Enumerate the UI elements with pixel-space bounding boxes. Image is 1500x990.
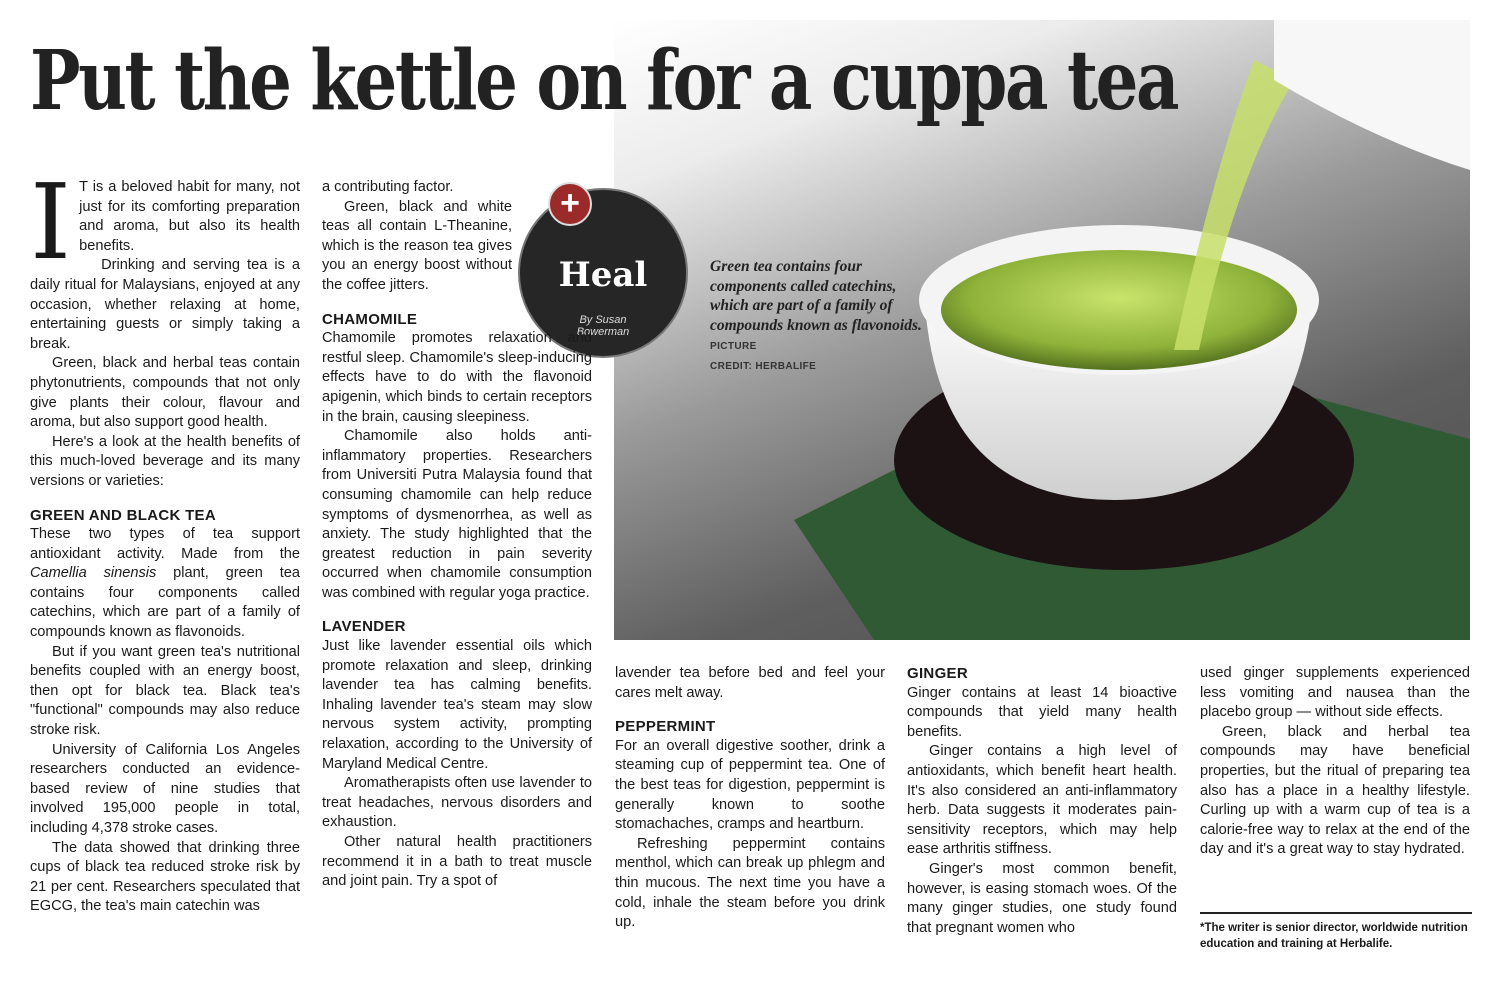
article-column-1 [30,161,300,917]
section-heading: GREEN AND BLACK TEA [30,506,216,524]
paragraph: But if you want green tea's nutritional benefits coupled with an energy boost, then opt for black tea. Black tea's "functional" compounds may also reduce stroke risk. [30,643,300,739]
article-column-5 [1200,664,1470,860]
paragraph: Just like lavender essential oils which promote relaxation and sleep, drinking lavender tea has calming benefits. Inhaling lavender tea's steam may slow nervous system activity, prompting relaxation, according to the University of Maryland Medical Centre. [322,638,592,772]
medical-cross-icon: + [548,182,592,226]
paragraph: Ginger contains a high level of antioxidants, which benefit heart health. It's also considered an anti-inflammatory herb. Data suggests it moderates pain-sensitivity receptors, which may help ease arthritis stiffness. [907,743,1177,858]
paragraph: Green, black and herbal tea compounds may have beneficial properties, but the ritual of preparing tea also has a place in a healthy lifestyle. Curling up with a warm cup of tea is a calorie-free way to relax at the end of the day and it's a great way to stay hydrated. [1200,723,1470,858]
section-heading: CHAMOMILE [322,310,418,328]
drop-cap: I [30,161,72,283]
paragraph: I T is a beloved habit for many, not just for its comforting preparation and aroma, but also its health benefits. [30,161,300,283]
paragraph: Chamomile also holds anti-inflammatory properties. Researchers from Universiti Putra Malaysia found that consuming chamomile can help reduce symptoms of dysmenorrhea, as well as anxiety. The study highlighted that the greatest reduction in pain severity occurred when chamomile consumption was combined with regular yoga practice. [322,428,592,601]
article-column-4 [907,650,1177,938]
paragraph: Other natural health practitioners recommend it in a bath to treat muscle and joint pain. Try a spot of [322,834,592,890]
paragraph: Refreshing peppermint contains menthol, which can break up phlegm and thin mucous. The next time you have a cold, inhale the steam before you drink up. [615,835,885,931]
paragraph: a contributing factor. [322,179,454,195]
paragraph: lavender tea before bed and feel your cares melt away. [615,665,885,701]
author-footnote: *The writer is senior director, worldwide nutrition education and training at Herbalife. [1200,912,1472,952]
article-column-2 [322,178,592,892]
paragraph: Green, black and white teas all contain L-Theanine, which is the reason tea gives you an energy boost without the coffee jitters. [322,198,512,293]
tea-surface [941,250,1297,370]
paragraph: used ginger supplements experienced less vomiting and nausea than the placebo group — without side effects. [1200,665,1470,721]
column-title: Heal [558,255,648,295]
paragraph: Drinking and serving tea is a daily ritual for Malaysians, enjoyed at any occasion, whether relaxing at home, entertaining guests or simply taking a break. [30,257,300,352]
paragraph: University of California Los Angeles researchers conducted an evidence-based review of nine studies that involved 195,000 people in total, including 4,378 stroke cases. [30,741,300,836]
caption-credit-label: PICTURE [710,341,757,352]
section-heading: LAVENDER [322,618,406,636]
paragraph: These two types of tea support antioxidant activity. Made from the Camellia sinensis plant, green tea contains four components called catechins, which are part of a family of compounds known as flavonoids. [30,526,300,641]
article-column-3 [615,664,885,933]
section-heading: PEPPERMINT [615,718,716,736]
byline: By Susan Bowerman [576,314,630,338]
paragraph: Aromatherapists often use lavender to treat headaches, nervous disorders and exhaustion. [322,775,592,831]
caption-credit: CREDIT: HERBALIFE [710,360,817,372]
caption-text: Green tea contains four components called catechins, which are part of a family of compounds known as flavonoids. [710,258,922,334]
headline: Put the kettle on for a cuppa tea [30,33,1178,129]
paragraph: The data showed that drinking three cups of black tea reduced stroke risk by 21 per cent. Researchers speculated that EGCG, the tea's main catechin was [30,839,300,915]
paragraph: Chamomile promotes relaxation and restful sleep. Chamomile's sleep-inducing effects have to do with the flavonoid apigenin, which binds to certain receptors in the brain, causing sleepiness. [322,330,592,425]
paragraph: Ginger's most common benefit, however, is easing stomach woes. Of the many ginger studies, one study found that pregnant women who [907,860,1177,936]
paragraph: Here's a look at the health benefits of this much-loved beverage and its many versions or varieties: [30,433,300,489]
paragraph: For an overall digestive soother, drink a steaming cup of peppermint tea. One of the best teas for digestion, peppermint is generally known to soothe stomachaches, cramps and heartburn. [615,737,885,833]
teapot-spout [1274,20,1470,170]
photo-caption [710,257,930,376]
paragraph: Ginger contains at least 14 bioactive compounds that yield many health benefits. [907,684,1177,740]
section-heading: GINGER [907,665,968,682]
paragraph: Green, black and herbal teas contain phytonutrients, compounds that not only give plants their colour, flavour and aroma, but also support good health. [30,355,300,431]
